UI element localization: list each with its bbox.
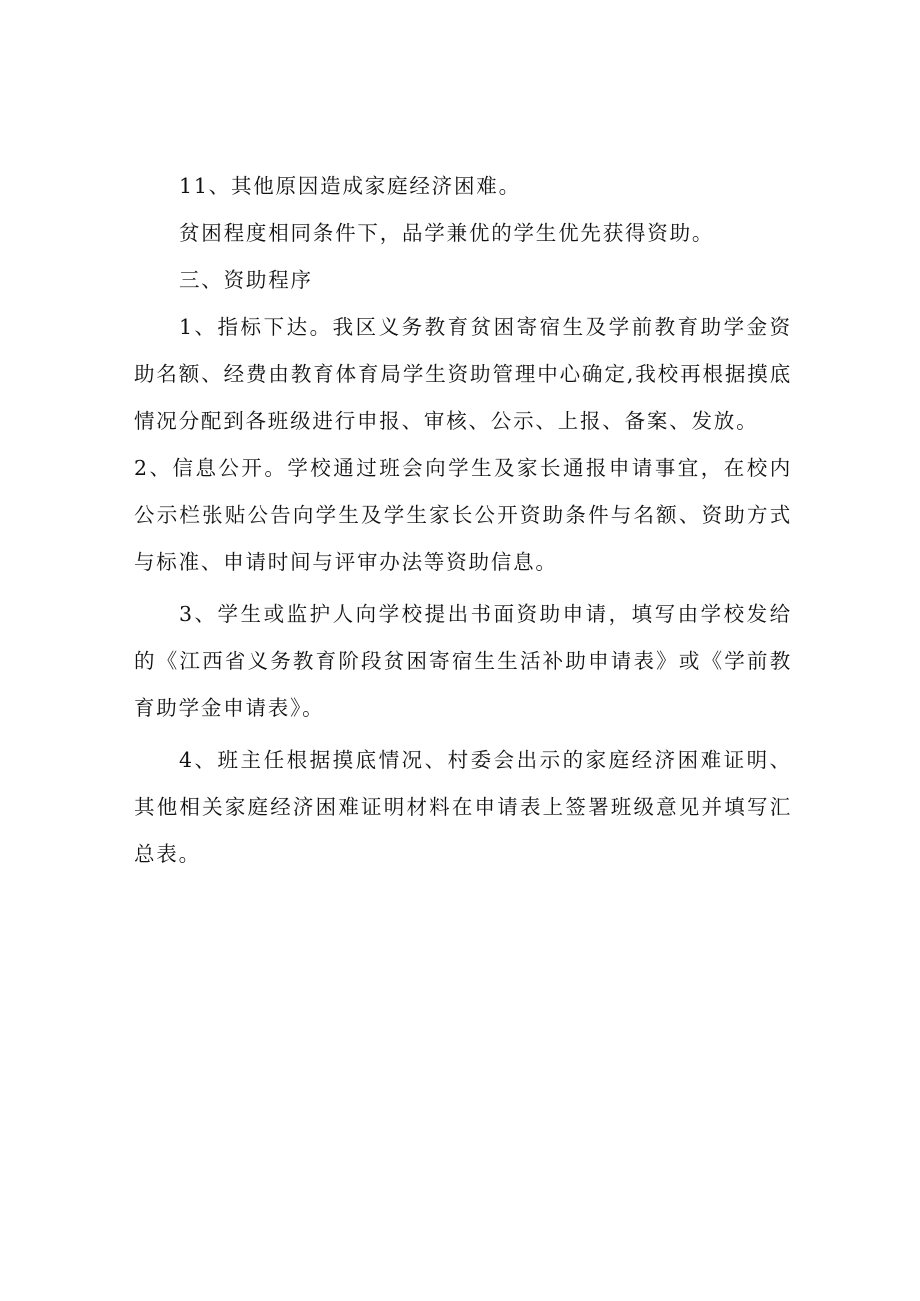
document-body (134, 163, 792, 878)
paragraph-item-11: 11、其他原因造成家庭经济困难。 (179, 174, 521, 198)
paragraph-step-3: 3、学生或监护人向学校提出书面资助申请，填写由学校发给的《江西省义务教育阶段贫困寄宿生生活补助申请表》或《学前教育助学金申请表》。 (134, 602, 792, 720)
paragraph-step-1: 1、指标下达。我区义务教育贫困寄宿生及学前教育助学金资助名额、经费由教育体育局学生资助管理中心确定,我校再根据摸底情况分配到各班级进行申报、审核、公示、上报、备案、发放。 (134, 315, 792, 433)
paragraph-step-4: 4、班主任根据摸底情况、村委会出示的家庭经济困难证明、其他相关家庭经济困难证明材料在申请表上签署班级意见并填写汇总表。 (134, 748, 792, 866)
paragraph-step-2: 2、信息公开。学校通过班会向学生及家长通报申请事宜，在校内公示栏张贴公告向学生及学生家长公开资助条件与名额、资助方式与标准、申请时间与评审办法等资助信息。 (134, 456, 792, 574)
paragraph-priority-note: 贫困程度相同条件下，品学兼优的学生优先获得资助。 (179, 221, 715, 245)
section-heading-procedure: 三、资助程序 (179, 268, 313, 292)
